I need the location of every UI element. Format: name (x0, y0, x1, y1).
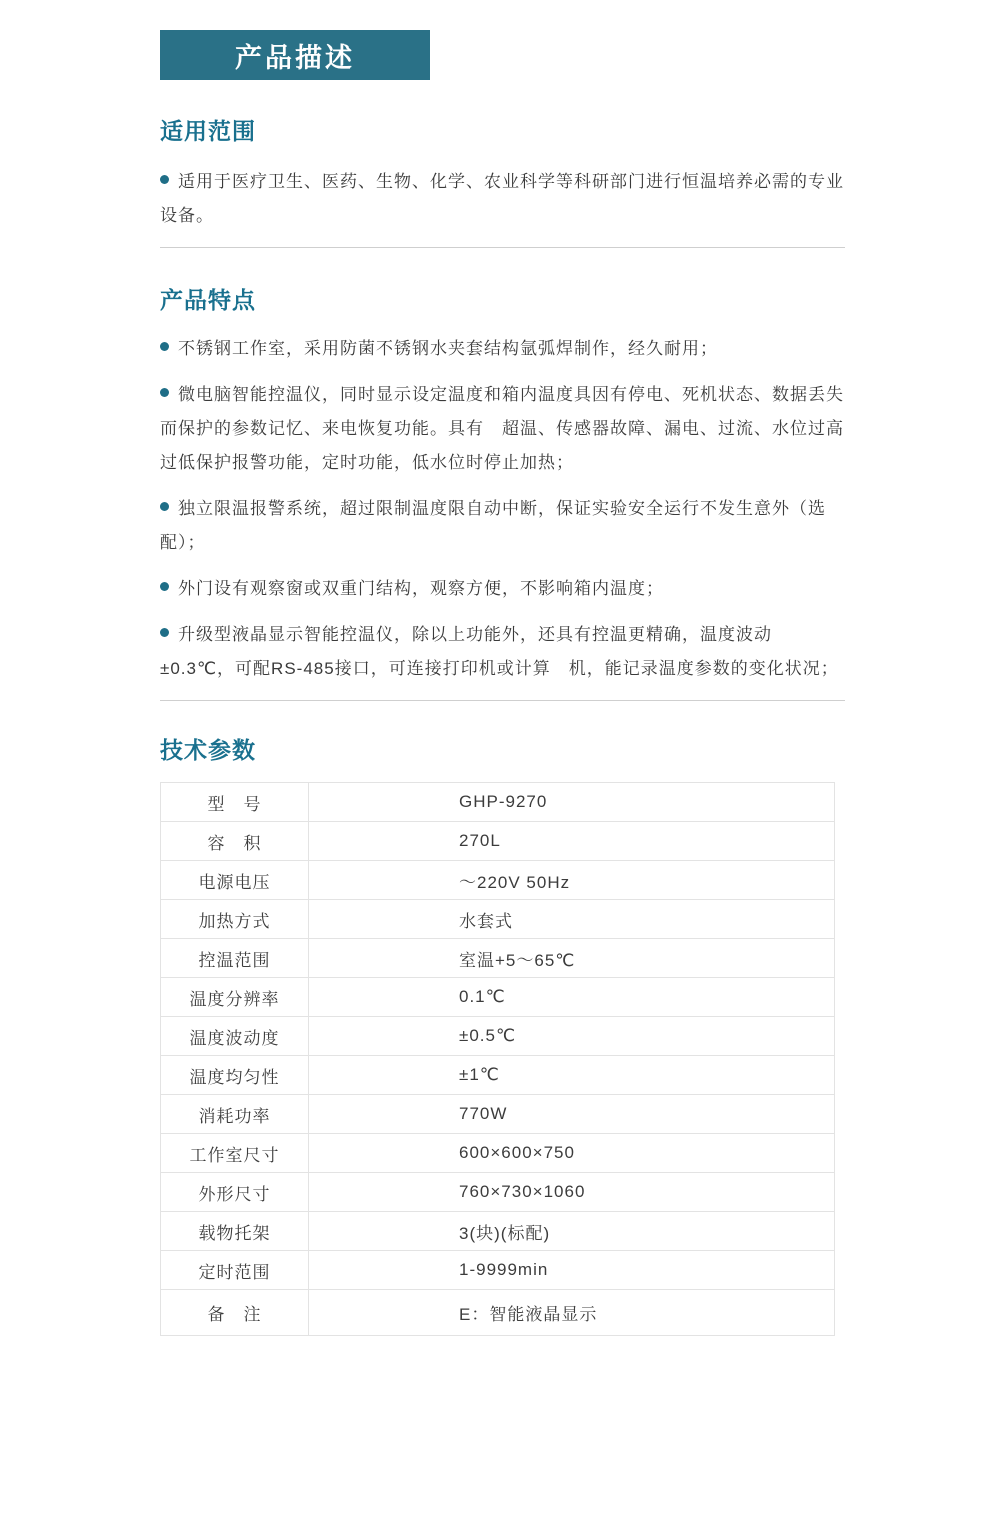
table-row (161, 1251, 835, 1290)
features-heading: 产品特点 (160, 287, 256, 313)
bullet-item (160, 165, 845, 233)
bullet-text: 独立限温报警系统，超过限制温度限自动中断，保证实验安全运行不发生意外（选配）； (160, 499, 826, 552)
table-row (161, 1290, 835, 1336)
scope-heading: 适用范围 (160, 118, 256, 144)
scope-list (160, 165, 845, 233)
spec-value: 770W (309, 1095, 835, 1134)
bullet-dot-icon (160, 502, 169, 511)
spec-label: 定时范围 (161, 1251, 309, 1290)
table-row (161, 1134, 835, 1173)
table-row (161, 1056, 835, 1095)
table-row (161, 822, 835, 861)
table-row (161, 1095, 835, 1134)
bullet-dot-icon (160, 342, 169, 351)
bullet-text: 升级型液晶显示智能控温仪，除以上功能外，还具有控温更精确，温度波动±0.3℃，可配RS-485接口，可连接打印机或计算 机，能记录温度参数的变化状况； (160, 625, 839, 678)
spec-value: 600×600×750 (309, 1134, 835, 1173)
table-row (161, 939, 835, 978)
bullet-item (160, 572, 845, 606)
spec-value: ±0.5℃ (309, 1017, 835, 1056)
bullet-dot-icon (160, 388, 169, 397)
spec-value: E：智能液晶显示 (309, 1290, 835, 1336)
section-divider-1 (160, 247, 845, 248)
specs-heading: 技术参数 (160, 737, 256, 763)
bullet-dot-icon (160, 175, 169, 184)
spec-value: ±1℃ (309, 1056, 835, 1095)
spec-value: 270L (309, 822, 835, 861)
spec-value: 760×730×1060 (309, 1173, 835, 1212)
specs-table (160, 782, 835, 1336)
spec-label: 电源电压 (161, 861, 309, 900)
specs-table-body (161, 783, 835, 1336)
table-row (161, 1212, 835, 1251)
bullet-text: 外门设有观察窗或双重门结构，观察方便，不影响箱内温度； (178, 579, 664, 598)
spec-label: 备 注 (161, 1290, 309, 1336)
banner-title: 产品描述 (235, 42, 355, 73)
bullet-item (160, 492, 845, 560)
spec-label: 工作室尺寸 (161, 1134, 309, 1173)
spec-label: 温度分辨率 (161, 978, 309, 1017)
spec-value: GHP-9270 (309, 783, 835, 822)
bullet-item (160, 618, 845, 686)
spec-label: 加热方式 (161, 900, 309, 939)
table-row (161, 783, 835, 822)
bullet-text: 微电脑智能控温仪，同时显示设定温度和箱内温度具因有停电、死机状态、数据丢失而保护的参数记忆、来电恢复功能。具有 超温、传感器故障、漏电、过流、水位过高过低保护报警功能，定时功能，低水位时停止加热； (160, 385, 844, 472)
spec-value: 水套式 (309, 900, 835, 939)
section-scope (160, 118, 845, 248)
product-description-banner (160, 30, 430, 80)
bullet-dot-icon (160, 628, 169, 637)
bullet-text: 不锈钢工作室，采用防菌不锈钢水夹套结构氩弧焊制作，经久耐用； (178, 339, 718, 358)
spec-label: 容 积 (161, 822, 309, 861)
table-row (161, 978, 835, 1017)
table-row (161, 1173, 835, 1212)
section-divider-2 (160, 700, 845, 701)
table-row (161, 861, 835, 900)
spec-label: 温度波动度 (161, 1017, 309, 1056)
spec-label: 型 号 (161, 783, 309, 822)
spec-label: 温度均匀性 (161, 1056, 309, 1095)
spec-value: 室温+5～65℃ (309, 939, 835, 978)
bullet-item (160, 378, 845, 480)
section-features (160, 287, 845, 701)
bullet-dot-icon (160, 582, 169, 591)
spec-label: 消耗功率 (161, 1095, 309, 1134)
spec-label: 外形尺寸 (161, 1173, 309, 1212)
bullet-text: 适用于医疗卫生、医药、生物、化学、农业科学等科研部门进行恒温培养必需的专业设备。 (160, 172, 844, 225)
content-column (160, 30, 845, 1336)
bullet-item (160, 332, 845, 366)
features-list (160, 332, 845, 686)
section-specs (160, 737, 845, 1336)
spec-label: 载物托架 (161, 1212, 309, 1251)
spec-value: ～220V 50Hz (309, 861, 835, 900)
spec-value: 3(块)(标配) (309, 1212, 835, 1251)
table-row (161, 900, 835, 939)
table-row (161, 1017, 835, 1056)
spec-value: 0.1℃ (309, 978, 835, 1017)
spec-label: 控温范围 (161, 939, 309, 978)
spec-value: 1-9999min (309, 1251, 835, 1290)
